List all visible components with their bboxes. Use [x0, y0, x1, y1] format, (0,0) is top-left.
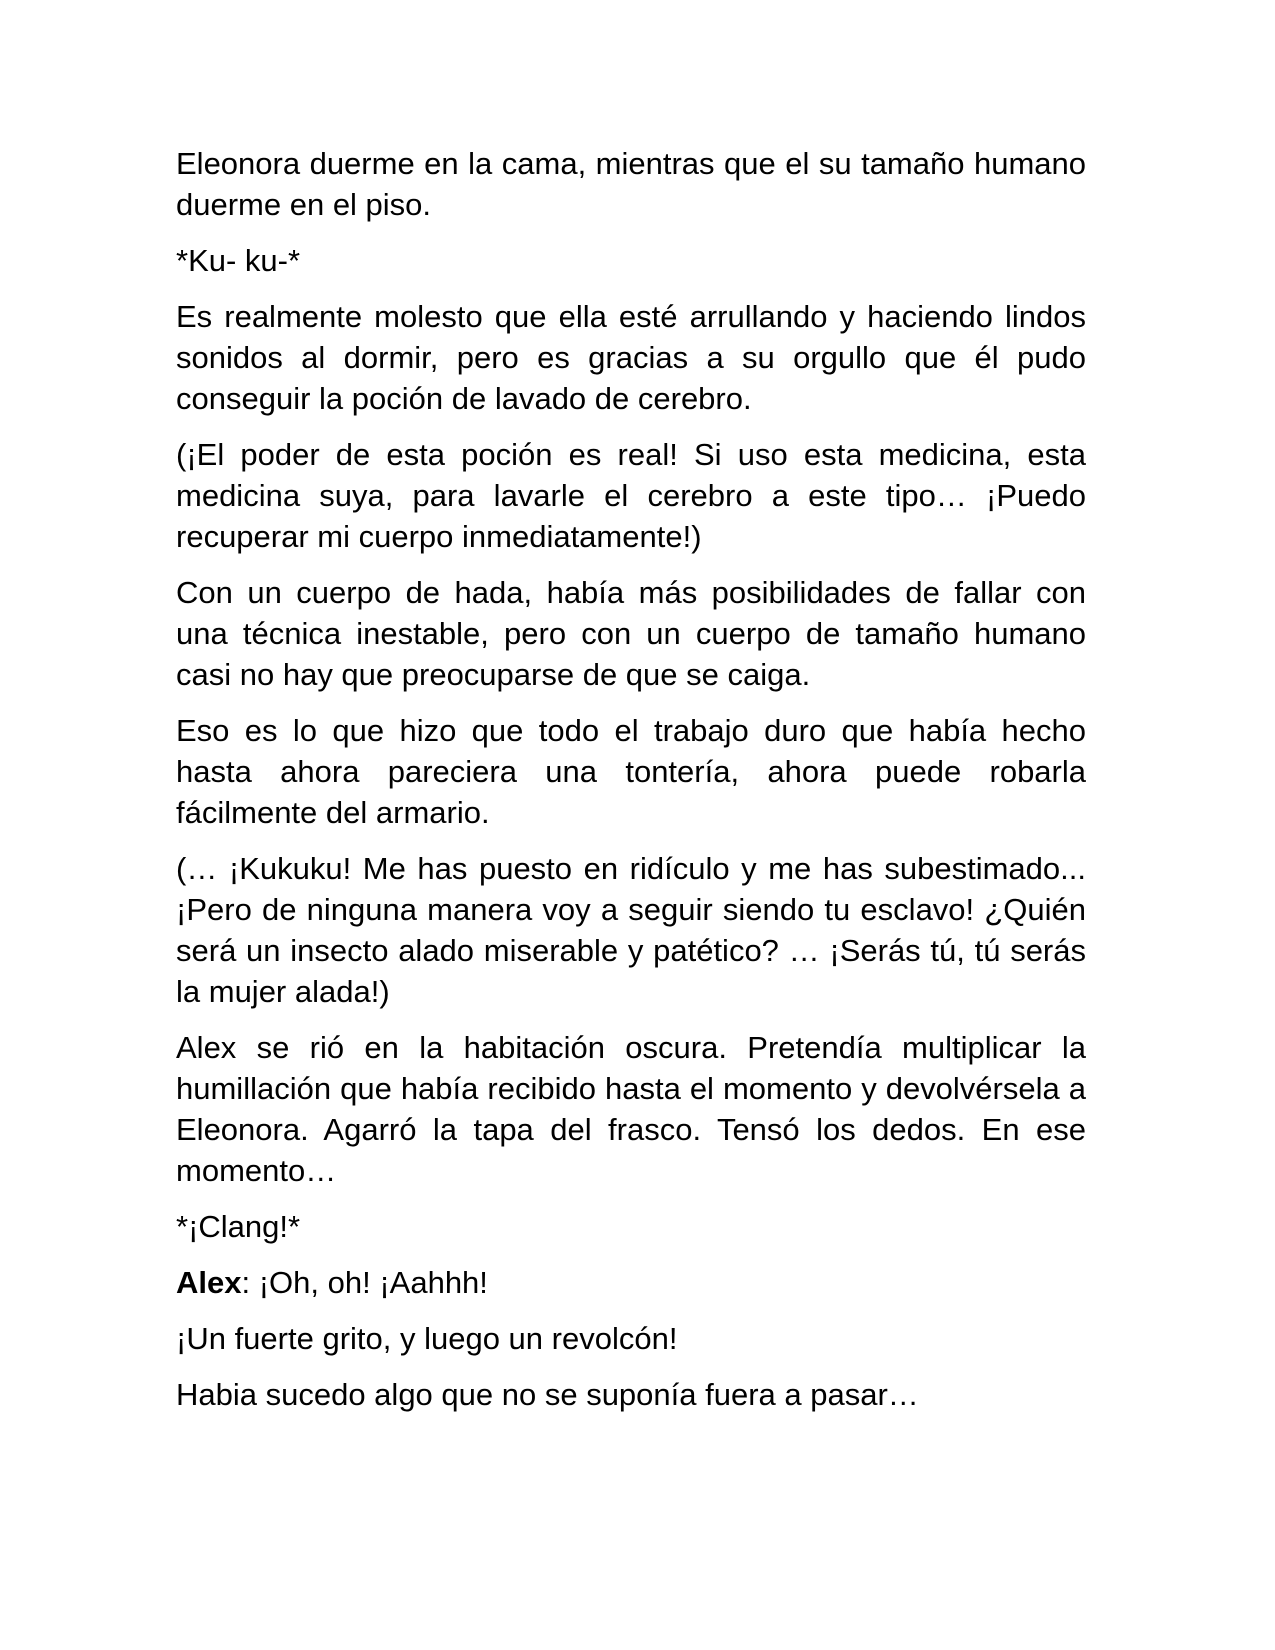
paragraph: Es realmente molesto que ella esté arrullando y haciendo lindos sonidos al dormir, pero es gracias a su orgullo que él pudo conseguir la poción de lavado de cerebro. — [176, 299, 1086, 416]
dialogue-text: ¡Oh, oh! ¡Aahhh! — [250, 1265, 488, 1300]
thought-paragraph: (¡El poder de esta poción es real! Si uso esta medicina, esta medicina suya, para lavarle el cerebro a este tipo… ¡Puedo recuperar mi cuerpo inmediatamente!) — [176, 437, 1086, 554]
paragraph: Con un cuerpo de hada, había más posibilidades de fallar con una técnica inestable, pero con un cuerpo de tamaño humano casi no hay que preocuparse de que se caiga. — [176, 575, 1086, 692]
sound-effect: *¡Clang!* — [176, 1209, 301, 1244]
paragraph: Eleonora duerme en la cama, mientras que el su tamaño humano duerme en el piso. — [176, 146, 1086, 222]
paragraph: Habia sucedo algo que no se suponía fuera a pasar… — [176, 1377, 919, 1412]
dialogue-speaker: Alex — [176, 1265, 242, 1300]
paragraph: Eso es lo que hizo que todo el trabajo duro que había hecho hasta ahora pareciera una tontería, ahora puede robarla fácilmente del armario. — [176, 713, 1086, 830]
paragraph: Alex se rió en la habitación oscura. Pretendía multiplicar la humillación que había recibido hasta el momento y devolvérsela a Eleonora. Agarró la tapa del frasco. Tensó los dedos. En ese momento… — [176, 1030, 1086, 1188]
sound-effect: *Ku- ku-* — [176, 243, 301, 278]
dialogue-line — [176, 1262, 1086, 1303]
thought-paragraph: (… ¡Kukuku! Me has puesto en ridículo y me has subestimado... ¡Pero de ninguna manera voy a seguir siendo tu esclavo! ¿Quién será un insecto alado miserable y patético? … ¡Serás tú, tú serás la mujer alada!) — [176, 851, 1086, 1009]
paragraph: ¡Un fuerte grito, y luego un revolcón! — [176, 1321, 678, 1356]
dialogue-separator: : — [241, 1265, 251, 1300]
document-body — [176, 143, 1086, 1430]
